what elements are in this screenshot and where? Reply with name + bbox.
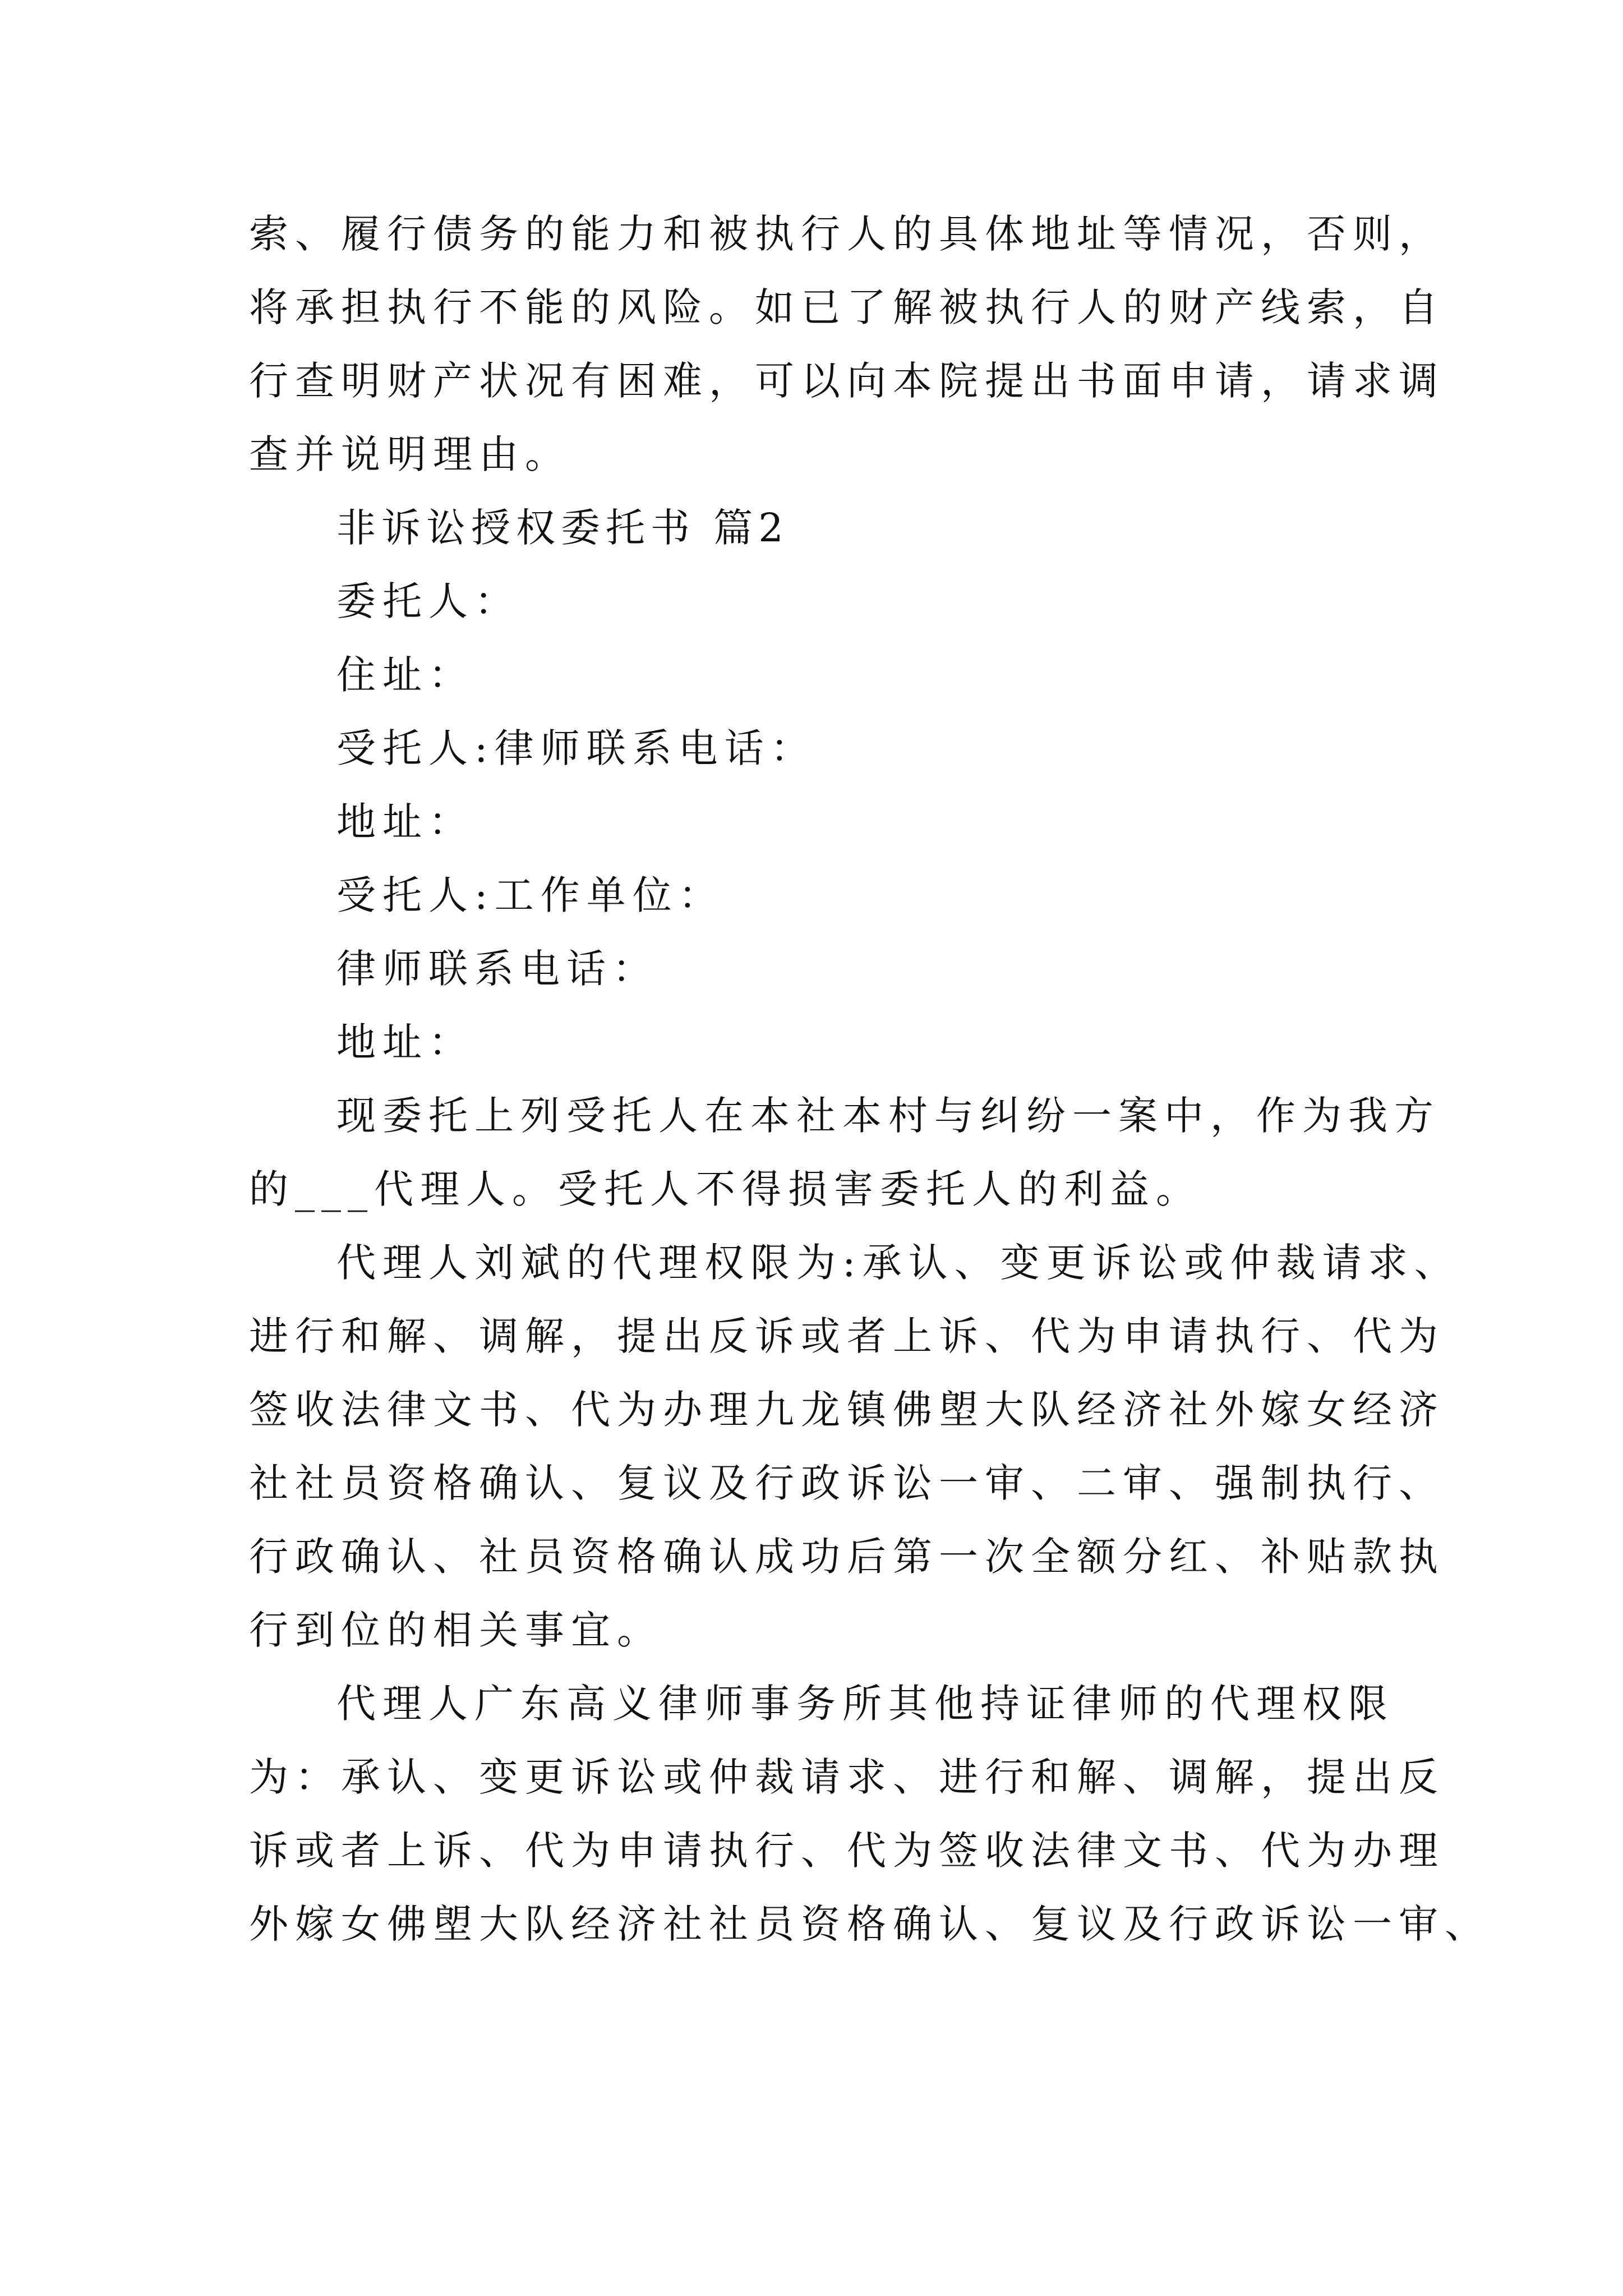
residence-field: 住址： [336, 652, 474, 698]
paragraph-line: 现委托上列受托人在本社本村与纠纷一案中，作为我方 [336, 1093, 1440, 1139]
address-field: 地址： [336, 1019, 474, 1065]
agent-phone-field: 受托人:律师联系电话： [336, 725, 817, 771]
paragraph-line: 社社员资格确认、复议及行政诉讼一审、二审、强制执行、 [249, 1460, 1445, 1506]
paragraph-line: 为：承认、变更诉讼或仲裁请求、进行和解、调解，提出反 [249, 1754, 1445, 1800]
agent-workplace-field: 受托人:工作单位： [336, 872, 725, 918]
paragraph-line: 签收法律文书、代为办理九龙镇佛塱大队经济社外嫁女经济 [249, 1387, 1445, 1433]
paragraph-line: 行政确认、社员资格确认成功后第一次全额分红、补贴款执 [249, 1534, 1445, 1580]
paragraph-line: 行到位的相关事宜。 [249, 1607, 663, 1653]
section-title: 非诉讼授权委托书 篇2 [336, 505, 789, 551]
paragraph-line: 代理人刘斌的代理权限为:承认、变更诉讼或仲裁请求、 [336, 1240, 1460, 1286]
paragraph-line: 将承担执行不能的风险。如已了解被执行人的财产线索，自 [249, 284, 1445, 330]
paragraph-line: 的___代理人。受托人不得损害委托人的利益。 [249, 1166, 1202, 1212]
paragraph-line: 行查明财产状况有困难，可以向本院提出书面申请，请求调 [249, 358, 1445, 404]
paragraph-line: 索、履行债务的能力和被执行人的具体地址等情况，否则， [249, 211, 1445, 257]
paragraph-line: 查并说明理由。 [249, 431, 571, 477]
lawyer-phone-field: 律师联系电话： [336, 946, 658, 992]
paragraph-line: 诉或者上诉、代为申请执行、代为签收法律文书、代为办理 [249, 1828, 1445, 1874]
paragraph-line: 进行和解、调解，提出反诉或者上诉、代为申请执行、代为 [249, 1313, 1445, 1359]
document-body [249, 197, 1491, 1961]
address-field: 地址： [336, 799, 474, 845]
paragraph-line: 代理人广东高义律师事务所其他持证律师的代理权限 [336, 1681, 1394, 1727]
paragraph-line: 外嫁女佛塱大队经济社社员资格确认、复议及行政诉讼一审、 [249, 1901, 1491, 1947]
principal-field: 委托人： [336, 578, 520, 624]
